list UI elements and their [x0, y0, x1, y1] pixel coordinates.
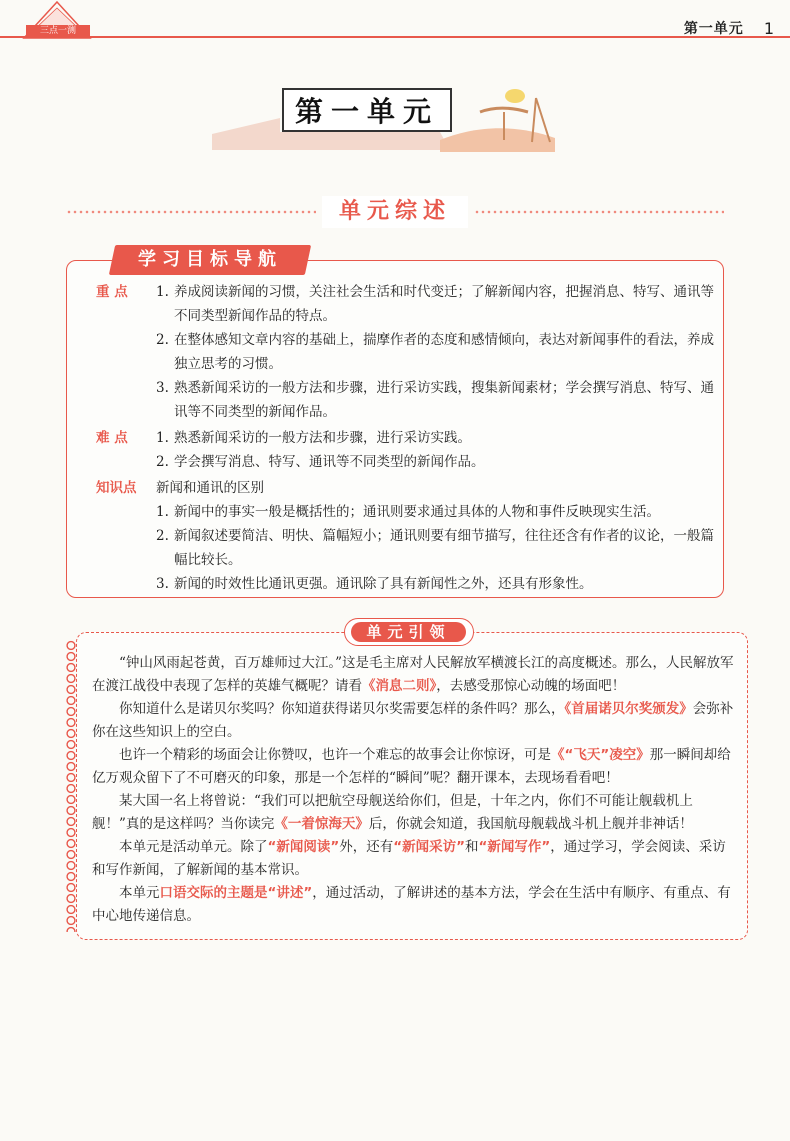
list-item: 学会撰写消息、特写、通讯等不同类型的新闻作品。: [174, 454, 485, 470]
running-header: [684, 16, 774, 38]
list-number: 3.: [156, 576, 169, 592]
unit-intro-text: [92, 652, 738, 928]
key-points-label: 重 点: [96, 284, 128, 300]
intro-text-run: 外，还有: [339, 839, 394, 855]
list-item: 新闻叙述要简洁、明快、篇幅短小；通讯则要有细节描写，往往还含有作者的议论，一般篇幅比较长。: [174, 528, 714, 568]
highlighted-title: 《首届诺贝尔奖颁发》: [564, 701, 693, 717]
highlighted-title: 口语交际的主题是“讲述”: [159, 885, 313, 901]
intro-paragraph: [92, 698, 738, 744]
highlighted-title: “新闻阅读”: [267, 839, 340, 855]
highlighted-title: 《消息二则》: [362, 678, 437, 694]
highlighted-title: “新闻采访”: [393, 839, 465, 855]
header-unit-label: 第一单元: [683, 21, 744, 37]
unit-intro-tab: [344, 618, 474, 646]
list-item: 熟悉新闻采访的一般方法和步骤，进行采访实践，搜集新闻素材；学会撰写消息、特写、通讯等不同类型的新闻作品。: [174, 380, 714, 420]
learning-goals-tab-label: 学习目标导航: [138, 249, 282, 270]
highlighted-title: “新闻写作”: [478, 839, 551, 855]
intro-text-run: 会弥补你在这些知识上的空白。: [92, 701, 734, 740]
logo-text: 三点一测: [26, 25, 90, 38]
intro-text-run: 和: [465, 839, 479, 855]
page-number: 1: [763, 19, 774, 38]
list-number: 1.: [156, 284, 169, 300]
section-title: 单元综述: [322, 196, 468, 228]
intro-text-run: ，去感受那惊心动魄的场面吧！: [436, 678, 626, 694]
intro-paragraph: [92, 882, 738, 928]
list-item: 熟悉新闻采访的一般方法和步骤，进行采访实践。: [174, 430, 471, 446]
learning-goals-tab: [109, 245, 311, 275]
list-number: 2.: [156, 454, 169, 470]
unit-banner: [210, 82, 560, 162]
intro-text-run: 那一瞬间却给亿万观众留下了不可磨灭的印象，那是一个怎样的“瞬间”呢？翻开课本，去现场看看吧！: [92, 747, 731, 786]
list-number: 2.: [156, 332, 169, 348]
list-item: 在整体感知文章内容的基础上，揣摩作者的态度和感情倾向，表达对新闻事件的看法，养成独立思考的习惯。: [174, 332, 714, 372]
list-number: 3.: [156, 380, 169, 396]
intro-text-run: 本单元: [119, 885, 160, 901]
list-item: 养成阅读新闻的习惯，关注社会生活和时代变迁；了解新闻内容，把握消息、特写、通讯等不同类型新闻作品的特点。: [174, 284, 714, 324]
intro-paragraph: [92, 790, 738, 836]
difficult-points-label: 难 点: [96, 430, 128, 446]
intro-text-run: 某大国一名上将曾说：“我们可以把航空母舰送给你们，但是，十年之内，你们不可能让舰载机上舰！”真的是这样吗？当你读完: [92, 793, 693, 832]
intro-text-run: 也许一个精彩的场面会让你赞叹，也许一个难忘的故事会让你惊讶，可是: [119, 747, 551, 763]
learning-goals-content: [96, 280, 716, 598]
intro-text-run: 你知道什么是诺贝尔奖吗？你知道获得诺贝尔奖需要怎样的条件吗？那么，: [119, 701, 565, 717]
intro-text-run: 后，你就会知道，我国航母舰载战斗机上舰并非神话！: [368, 816, 693, 832]
intro-paragraph: [92, 836, 738, 882]
spiral-binding-decoration: [64, 640, 82, 932]
intro-paragraph: [92, 744, 738, 790]
knowledge-label: 知识点: [96, 480, 137, 496]
unit-intro-tab-label: 单元引领: [351, 622, 466, 642]
intro-text-run: ，通过学习，学会阅读、采访和写作新闻，了解新闻的基本常识。: [92, 839, 726, 878]
intro-paragraph: [92, 652, 738, 698]
highlighted-title: 《“飞天”凌空》: [551, 747, 650, 763]
list-number: 2.: [156, 528, 169, 544]
intro-text-run: ，通过活动，了解讲述的基本方法，学会在生活中有顺序、有重点、有中心地传递信息。: [92, 885, 731, 924]
list-item: 新闻中的事实一般是概括性的；通讯则要求通过具体的人物和事件反映现实生活。: [174, 504, 660, 520]
knowledge-title: 新闻和通讯的区别: [156, 480, 264, 496]
dotted-divider-left: [66, 210, 316, 214]
dotted-divider-right: [474, 210, 724, 214]
overview-heading: [66, 196, 724, 228]
series-logo: [18, 0, 96, 40]
list-number: 1.: [156, 504, 169, 520]
intro-text-run: 本单元是活动单元。除了: [119, 839, 268, 855]
intro-text-run: “钟山风雨起苍黄，百万雄师过大江。”这是毛主席对人民解放军横渡长江的高度概述。那么，人民解放军在渡江战役中表现了怎样的英雄气概呢？请看: [92, 655, 734, 694]
unit-title: 第一单元: [282, 88, 452, 132]
list-item: 新闻的时效性比通讯更强。通讯除了具有新闻性之外，还具有形象性。: [174, 576, 593, 592]
list-number: 1.: [156, 430, 169, 446]
header-rule: [0, 14, 790, 38]
highlighted-title: 《一着惊海天》: [274, 816, 369, 832]
